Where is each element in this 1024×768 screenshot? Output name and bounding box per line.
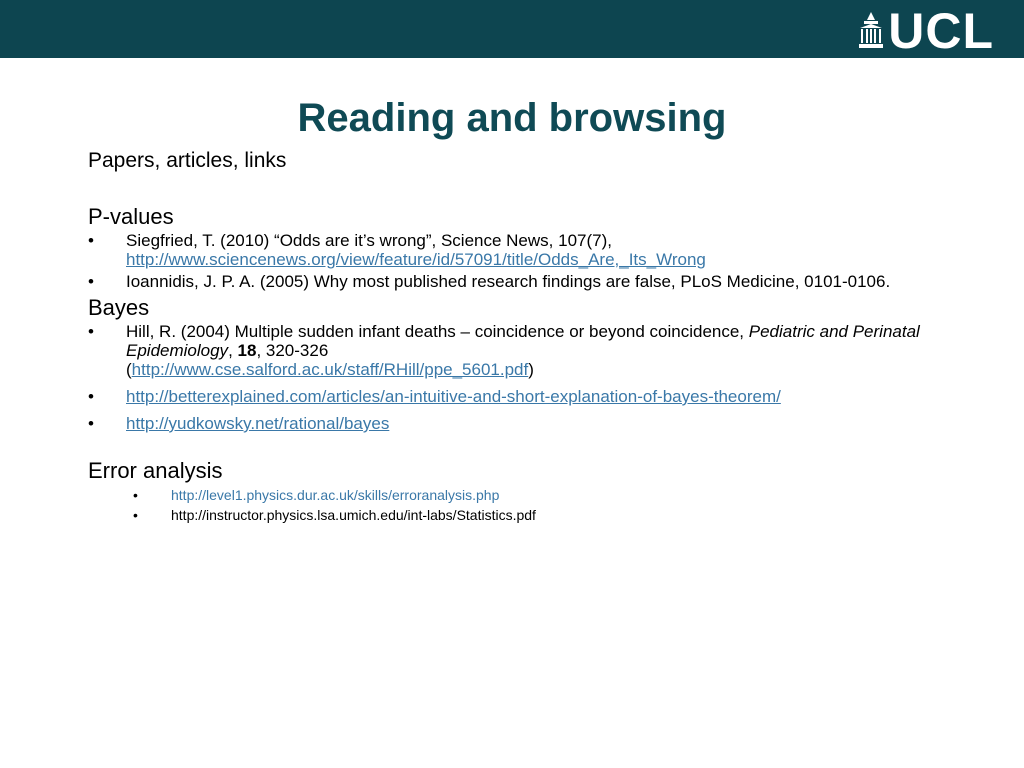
bayes-list: [88, 322, 948, 433]
list-item: [88, 272, 948, 291]
bullet-icon: •: [133, 487, 138, 503]
reference-text: Siegfried, T. (2010) “Odds are it’s wrong”, Science News, 107(7),: [126, 231, 612, 250]
separator: ,: [228, 341, 238, 360]
volume: 18: [237, 341, 257, 360]
bullet-icon: •: [88, 387, 94, 406]
reference-link[interactable]: http://level1.physics.dur.ac.uk/skills/erroranalysis.php: [171, 487, 500, 503]
bullet-icon: •: [88, 414, 94, 433]
reference-text: Hill, R. (2004) Multiple sudden infant deaths – coincidence or beyond coincidence,: [126, 322, 749, 341]
reference-link[interactable]: http://www.sciencenews.org/view/feature/id/57091/title/Odds_Are,_Its_Wrong: [126, 250, 706, 269]
reference-text: Ioannidis, J. P. A. (2005) Why most published research findings are false, PLoS Medicine, 0101-0106.: [126, 272, 891, 291]
subtitle: Papers, articles, links: [88, 149, 287, 172]
list-item: [88, 231, 948, 269]
slide-content: [88, 147, 948, 525]
header-bar: [0, 0, 1024, 58]
bullet-icon: •: [88, 272, 94, 291]
list-item: [88, 485, 948, 505]
close-paren: ): [528, 360, 534, 379]
section-heading-bayes: Bayes: [88, 295, 150, 320]
list-item: [88, 505, 948, 525]
reference-text: http://instructor.physics.lsa.umich.edu/int-labs/Statistics.pdf: [171, 507, 536, 523]
pvalues-list: [88, 231, 948, 291]
list-item: [88, 322, 948, 379]
reference-link[interactable]: http://yudkowsky.net/rational/bayes: [126, 414, 390, 433]
open-paren: (: [126, 360, 132, 379]
section-heading-error-analysis: Error analysis: [88, 458, 223, 483]
pages: , 320-326: [256, 341, 329, 360]
bullet-icon: •: [88, 322, 94, 341]
logo-text: UCL: [888, 3, 994, 59]
reference-link[interactable]: http://betterexplained.com/articles/an-intuitive-and-short-explanation-of-bayes-theorem/: [126, 387, 781, 406]
journal-name: Pediatric and Perinatal Epidemiology: [126, 322, 920, 360]
bullet-icon: •: [133, 507, 138, 523]
list-item: [88, 414, 948, 433]
ucl-logo: [858, 3, 994, 59]
error-analysis-list: [88, 485, 948, 525]
bullet-icon: •: [88, 231, 94, 250]
portico-icon: [858, 10, 884, 50]
section-heading-pvalues: P-values: [88, 204, 174, 229]
reference-link[interactable]: http://www.cse.salford.ac.uk/staff/RHill/ppe_5601.pdf: [131, 360, 529, 379]
page-title: Reading and browsing: [297, 96, 727, 140]
list-item: [88, 387, 948, 406]
